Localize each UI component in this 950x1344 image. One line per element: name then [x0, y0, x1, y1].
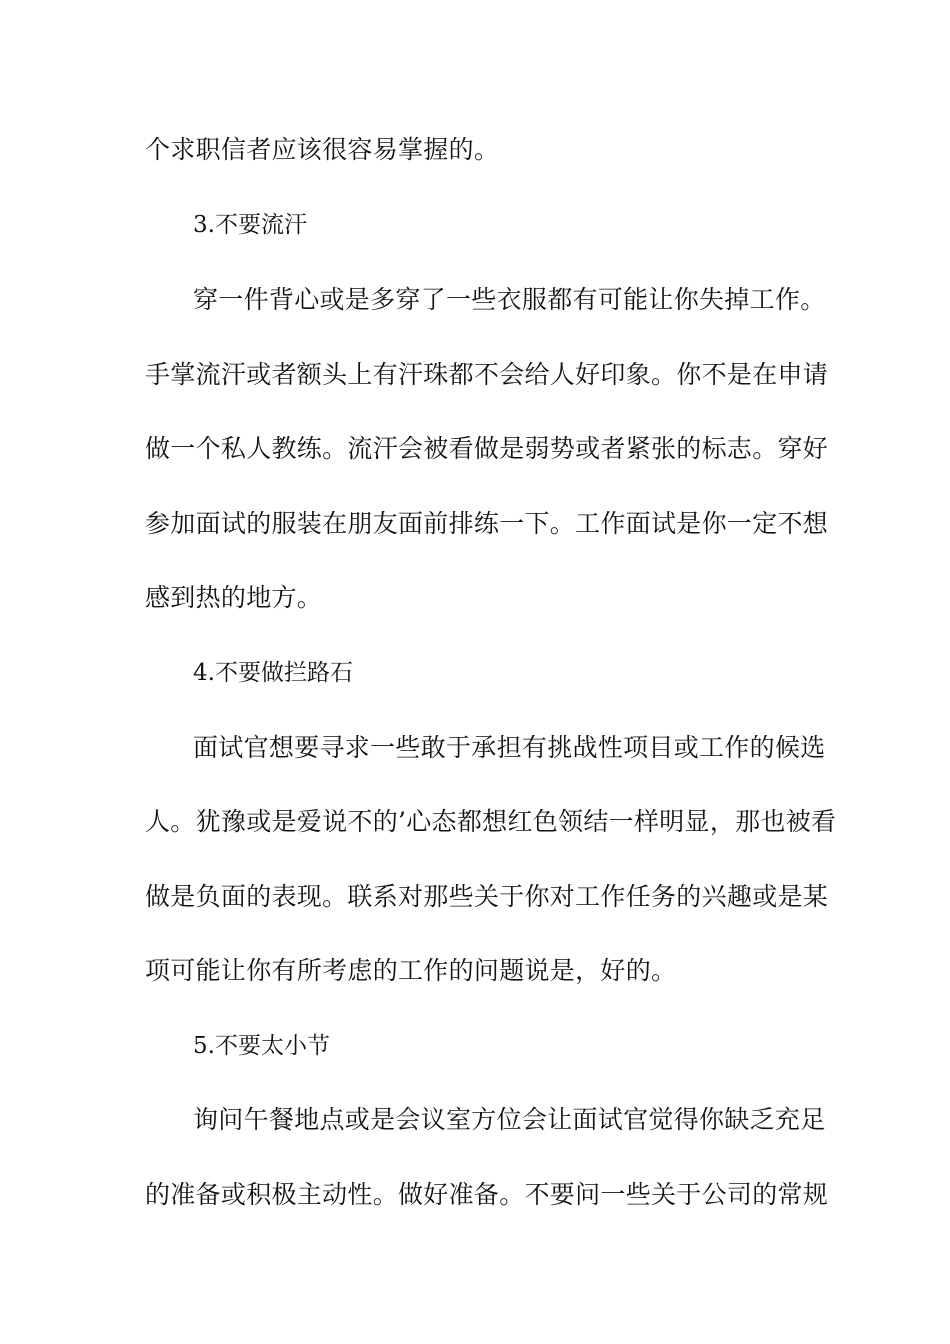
paragraph-line: 感到热的地方。: [145, 583, 323, 612]
paragraph-line: 个求职信者应该很容易掌握的。: [145, 135, 500, 164]
paragraph-line: 询问午餐地点或是会议室方位会让面试官觉得你缺乏充足: [193, 1105, 826, 1134]
paragraph-line: 穿一件背心或是多穿了一些衣服都有可能让你失掉工作。: [193, 285, 826, 314]
paragraph-line: 的准备或积极主动性。做好准备。不要问一些关于公司的常规: [145, 1180, 829, 1209]
paragraph-line: 做是负面的表现。联系对那些关于你对工作任务的兴趣或是某: [145, 882, 829, 911]
paragraph-line: 参加面试的服装在朋友面前排练一下。工作面试是你一定不想: [145, 509, 829, 538]
section-heading: 5.不要太小节: [193, 1033, 330, 1059]
section-heading: 3.不要流汗: [193, 212, 307, 238]
paragraph-line: 人。犹豫或是爱说不的’心态都想红色领结一样明显，那也被看: [145, 807, 837, 836]
paragraph-line: 手掌流汗或者额头上有汗珠都不会给人好印象。你不是在申请: [145, 360, 829, 389]
section-heading: 4.不要做拦路石: [193, 660, 353, 686]
paragraph-line: 做一个私人教练。流汗会被看做是弱势或者紧张的标志。穿好: [145, 434, 829, 463]
paragraph-line: 面试官想要寻求一些敢于承担有挑战性项目或工作的候选: [193, 733, 826, 762]
paragraph-line: 项可能让你有所考虑的工作的问题说是，好的。: [145, 956, 677, 985]
